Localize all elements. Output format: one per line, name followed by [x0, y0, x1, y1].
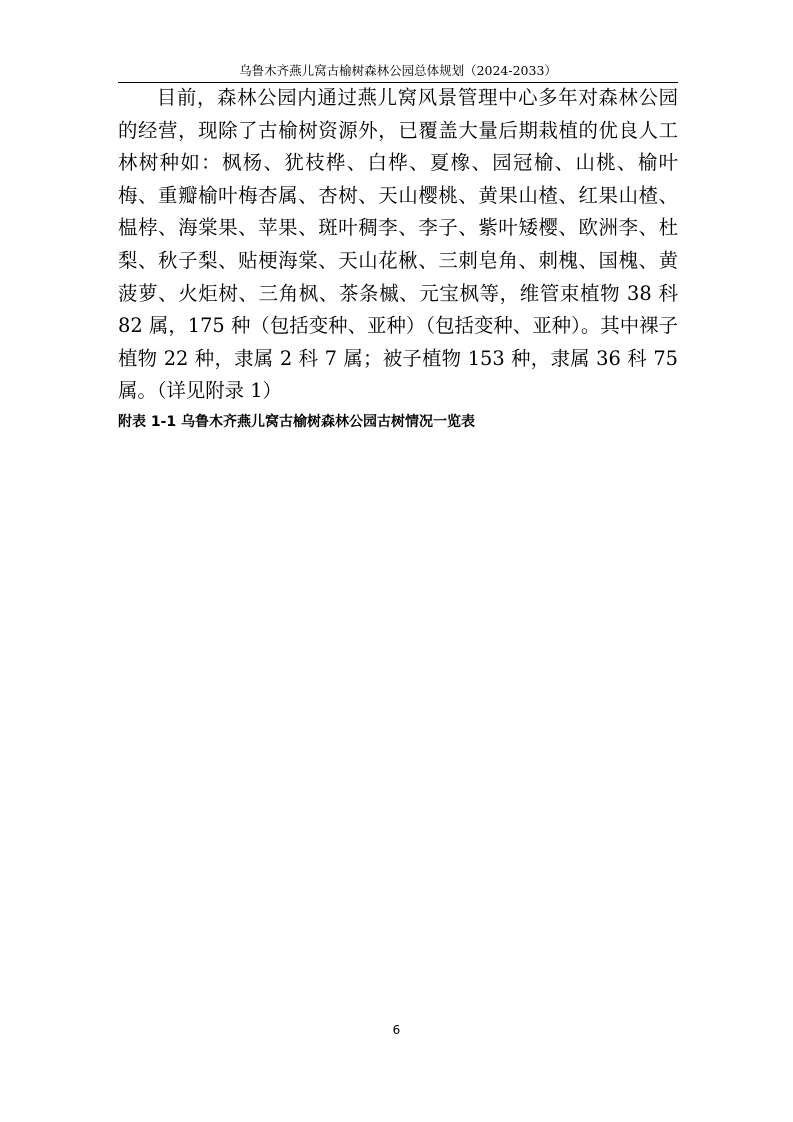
running-header: 乌鲁木齐燕儿窝古榆树森林公园总体规划（2024-2033） [239, 63, 557, 78]
body-paragraph: 目前，森林公园内通过燕儿窝风景管理中心多年对森林公园的经营，现除了古榆树资源外，已覆盖大量后期栽植的优良人工林树种如：枫杨、犹枝桦、白桦、夏橡、园冠榆、山桃、榆叶梅、重瓣榆叶梅杏属、杏树、天山樱桃、黄果山楂、红果山楂、榅桲、海棠果、苹果、斑叶稠李、李子、紫叶矮樱、欧洲李、杜梨、秋子梨、贴梗海棠、天山花楸、三刺皂角、刺槐、国槐、黄菠萝、火炬树、三角枫、茶条槭、元宝枫等，维管束植物 38 科 82 属，175 种（包括变种、亚种）（包括变种、亚种）。其中裸子植物 22 种，隶属 2 科 7 属；被子植物 153 种，隶属 36 科 75 属。（详见附录 1） [118, 86, 678, 403]
table-caption: 附表 1-1 乌鲁木齐燕儿窝古榆树森林公园古树情况一览表 [118, 414, 476, 430]
page-number: 6 [392, 1023, 401, 1037]
